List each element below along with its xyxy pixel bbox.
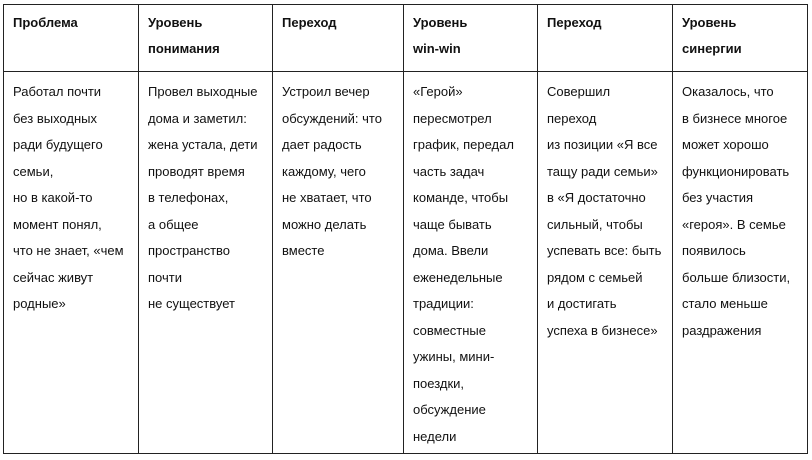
cell-synergy-level: Оказалось, что в бизнесе многое может хорошо функционировать без участия «героя». В семье появилось больше близости, стало меньше раздражения [673, 72, 808, 454]
header-transition-2: Переход [538, 5, 673, 72]
header-understanding-level: Уровень понимания [139, 5, 273, 72]
cell-transition-1: Устроил вечер обсуждений: что дает радость каждому, чего не хватает, что можно делать вместе [273, 72, 404, 454]
comparison-table [3, 4, 808, 454]
table-row [4, 72, 808, 454]
comparison-table-container [3, 4, 807, 454]
cell-understanding-level: Провел выходные дома и заметил: жена устала, дети проводят время в телефонах, а общее пространство почти не существует [139, 72, 273, 454]
header-problem: Проблема [4, 5, 139, 72]
header-win-win-level: Уровень win-win [404, 5, 538, 72]
header-synergy-level: Уровень синергии [673, 5, 808, 72]
cell-problem: Работал почти без выходных ради будущего семьи, но в какой-то момент понял, что не знает, «чем сейчас живут родные» [4, 72, 139, 454]
cell-win-win-level: «Герой» пересмотрел график, передал часть задач команде, чтобы чаще бывать дома. Ввели еженедельные традиции: совместные ужины, мини- поездки, обсуждение недели [404, 72, 538, 454]
cell-transition-2: Совершил переход из позиции «Я все тащу ради семьи» в «Я достаточно сильный, чтобы успевать все: быть рядом с семьей и достигать успеха в бизнесе» [538, 72, 673, 454]
header-transition-1: Переход [273, 5, 404, 72]
table-header-row [4, 5, 808, 72]
